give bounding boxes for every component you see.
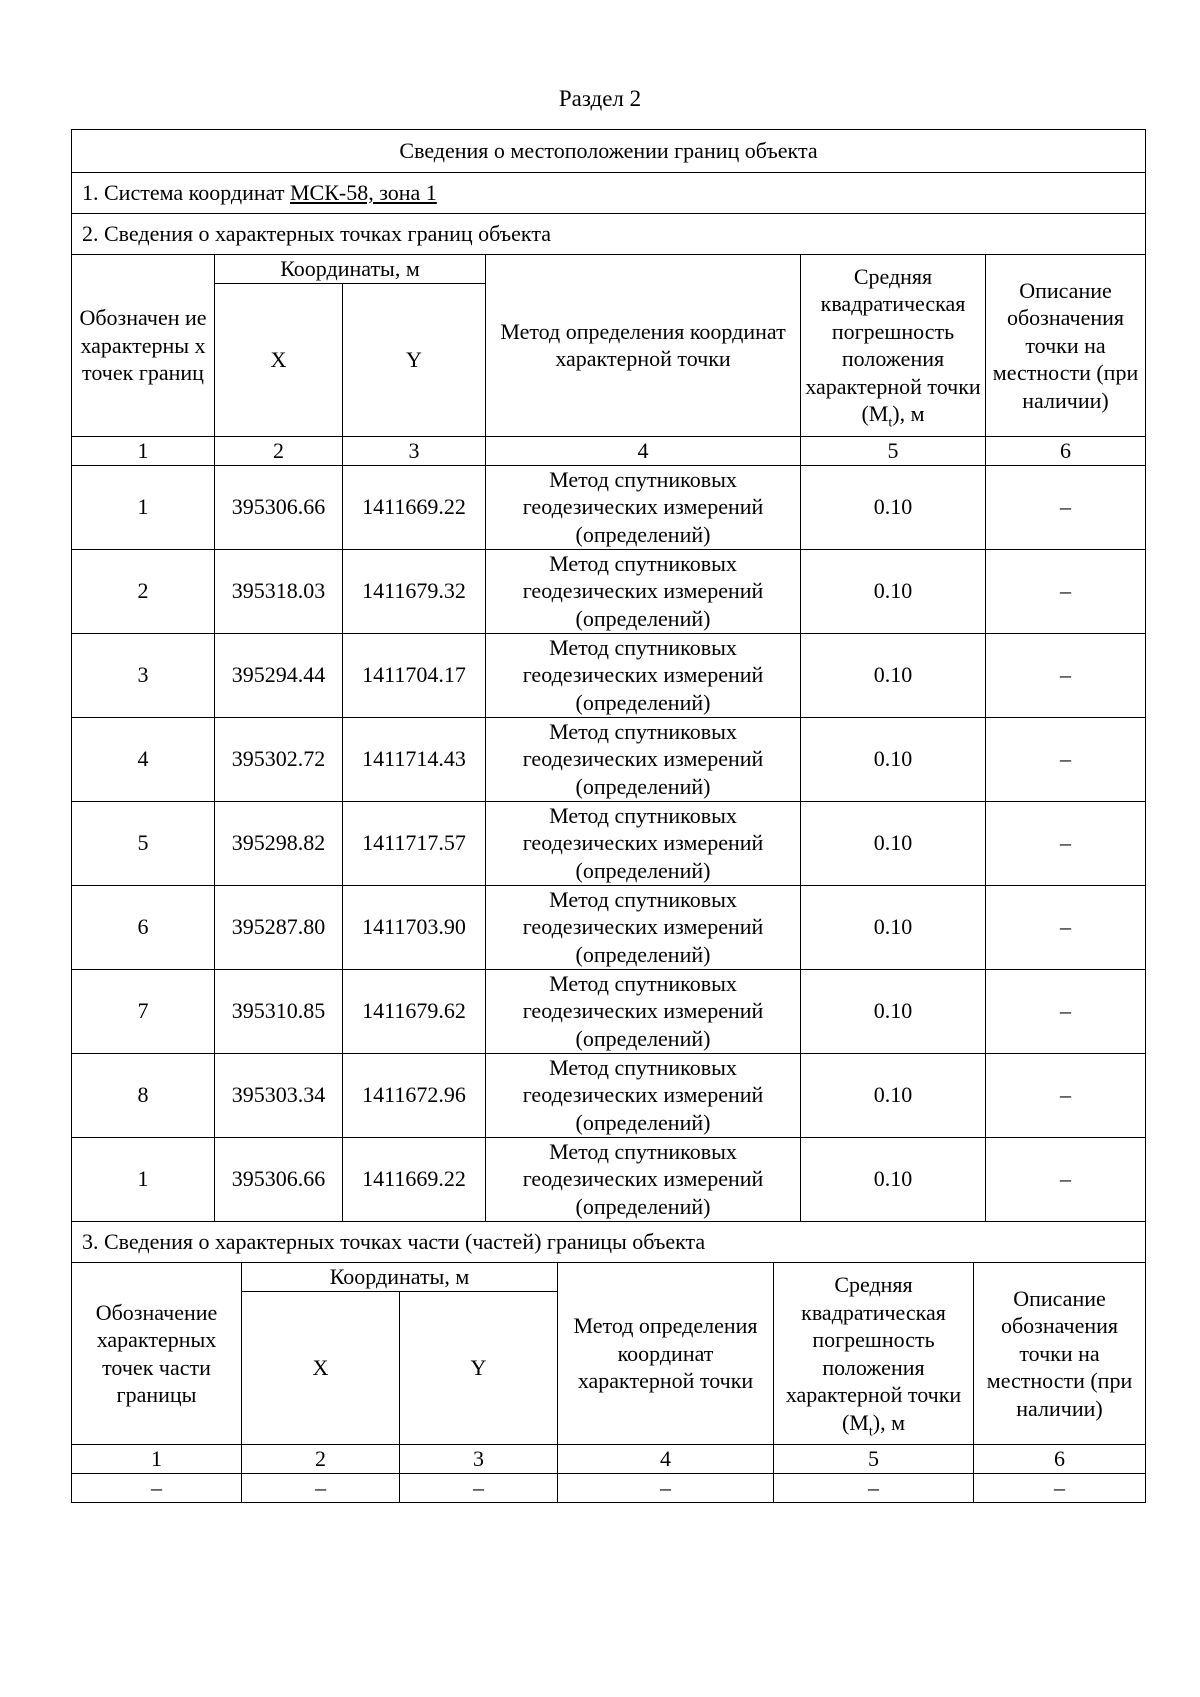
cell-error: 0.10: [801, 969, 986, 1053]
cell-description: –: [986, 633, 1146, 717]
cell-point: 5: [72, 801, 215, 885]
part-boundaries-table: [71, 1221, 1146, 1503]
table-row: [72, 885, 1146, 969]
cell-error: –: [774, 1474, 974, 1503]
cell-point: 4: [72, 717, 215, 801]
points-heading: 2. Сведения о характерных точках границ объекта: [72, 214, 1146, 255]
cell-point: 2: [72, 549, 215, 633]
column-numbers-row: [72, 1445, 1146, 1474]
cell-description: –: [986, 1137, 1146, 1221]
header-method: Метод определения координат характерной точки: [486, 255, 801, 437]
cell-y: 1411704.17: [343, 633, 486, 717]
cell-error: 0.10: [801, 633, 986, 717]
column-number: 2: [242, 1445, 400, 1474]
cell-method: –: [558, 1474, 774, 1503]
cell-x: 395287.80: [215, 885, 343, 969]
cell-error: 0.10: [801, 465, 986, 549]
cell-point: 1: [72, 1137, 215, 1221]
cell-error: 0.10: [801, 885, 986, 969]
cell-x: 395310.85: [215, 969, 343, 1053]
cell-method: Метод спутниковых геодезических измерений (определений): [486, 717, 801, 801]
header-y: Y: [343, 283, 486, 436]
cell-point: 8: [72, 1053, 215, 1137]
coordinate-system-row: [72, 173, 1146, 214]
cell-method: Метод спутниковых геодезических измерений (определений): [486, 885, 801, 969]
table-row: [72, 717, 1146, 801]
header-designation: Обозначение характерных точек части границы: [72, 1263, 242, 1445]
cell-error: 0.10: [801, 717, 986, 801]
cell-y: 1411703.90: [343, 885, 486, 969]
cell-description: –: [986, 549, 1146, 633]
column-number: 4: [558, 1445, 774, 1474]
cell-x: 395302.72: [215, 717, 343, 801]
column-number: 3: [400, 1445, 558, 1474]
cell-method: Метод спутниковых геодезических измерений (определений): [486, 801, 801, 885]
cell-error: 0.10: [801, 1137, 986, 1221]
cell-point: 6: [72, 885, 215, 969]
coordinate-system-value: МСК-58, зона 1: [289, 180, 437, 206]
cell-x: 395306.66: [215, 465, 343, 549]
table-title: Сведения о местоположении границ объекта: [72, 130, 1146, 173]
header-description: Описание обозначения точки на местности (при наличии): [974, 1263, 1146, 1445]
cell-y: –: [400, 1474, 558, 1503]
table-row: [72, 549, 1146, 633]
cell-method: Метод спутниковых геодезических измерений (определений): [486, 549, 801, 633]
section-title: Раздел 2: [558, 86, 642, 111]
cell-x: 395318.03: [215, 549, 343, 633]
table-row: [72, 1474, 1146, 1503]
header-x: X: [215, 283, 343, 436]
cell-y: 1411679.32: [343, 549, 486, 633]
table-row: [72, 801, 1146, 885]
cell-method: Метод спутниковых геодезических измерений (определений): [486, 633, 801, 717]
cell-x: 395294.44: [215, 633, 343, 717]
cell-x: 395298.82: [215, 801, 343, 885]
table-row: [72, 465, 1146, 549]
cell-point: 3: [72, 633, 215, 717]
table-row: [72, 633, 1146, 717]
column-number: 5: [774, 1445, 974, 1474]
cell-description: –: [986, 885, 1146, 969]
header-y: Y: [400, 1292, 558, 1445]
cell-description: –: [986, 717, 1146, 801]
cell-y: 1411669.22: [343, 1137, 486, 1221]
header-coordinates: Координаты, м: [242, 1263, 558, 1292]
cell-description: –: [986, 1053, 1146, 1137]
table-row: [72, 969, 1146, 1053]
cell-error: 0.10: [801, 549, 986, 633]
header-description: Описание обозначения точки на местности (при наличии): [986, 255, 1146, 437]
cell-y: 1411669.22: [343, 465, 486, 549]
column-number: 6: [986, 436, 1146, 465]
column-number: 5: [801, 436, 986, 465]
cell-point: –: [72, 1474, 242, 1503]
cell-method: Метод спутниковых геодезических измерений (определений): [486, 1137, 801, 1221]
cell-method: Метод спутниковых геодезических измерений (определений): [486, 1053, 801, 1137]
cell-y: 1411717.57: [343, 801, 486, 885]
object-boundaries-table: [71, 129, 1146, 1222]
header-method: Метод определения координат характерной точки: [558, 1263, 774, 1445]
header-designation: Обозначен ие характерны х точек границ: [72, 255, 215, 437]
cell-y: 1411714.43: [343, 717, 486, 801]
cell-method: Метод спутниковых геодезических измерений (определений): [486, 465, 801, 549]
cell-error: 0.10: [801, 1053, 986, 1137]
cell-y: 1411672.96: [343, 1053, 486, 1137]
table-row: [72, 1137, 1146, 1221]
column-number: 3: [343, 436, 486, 465]
header-error: Средняя квадратическая погрешность положения характерной точки $(M_t)$, м: [774, 1263, 974, 1445]
cell-y: 1411679.62: [343, 969, 486, 1053]
cell-point: 1: [72, 465, 215, 549]
cell-description: –: [986, 969, 1146, 1053]
column-number: 6: [974, 1445, 1146, 1474]
column-numbers-row: [72, 436, 1146, 465]
cell-description: –: [986, 465, 1146, 549]
cell-description: –: [986, 801, 1146, 885]
cell-description: –: [974, 1474, 1146, 1503]
table-row: [72, 1053, 1146, 1137]
cell-point: 7: [72, 969, 215, 1053]
header-error: Средняя квадратическая погрешность положения характерной точки $(M_t)$, м: [801, 255, 986, 437]
cell-x: –: [242, 1474, 400, 1503]
column-number: 2: [215, 436, 343, 465]
coordinate-system-label: 1. Система координат: [82, 180, 290, 206]
column-number: 1: [72, 1445, 242, 1474]
cell-method: Метод спутниковых геодезических измерений (определений): [486, 969, 801, 1053]
header-x: X: [242, 1292, 400, 1445]
header-coordinates: Координаты, м: [215, 255, 486, 284]
cell-x: 395306.66: [215, 1137, 343, 1221]
cell-x: 395303.34: [215, 1053, 343, 1137]
column-number: 1: [72, 436, 215, 465]
cell-error: 0.10: [801, 801, 986, 885]
column-number: 4: [486, 436, 801, 465]
part-points-heading: 3. Сведения о характерных точках части (частей) границы объекта: [72, 1222, 1146, 1263]
